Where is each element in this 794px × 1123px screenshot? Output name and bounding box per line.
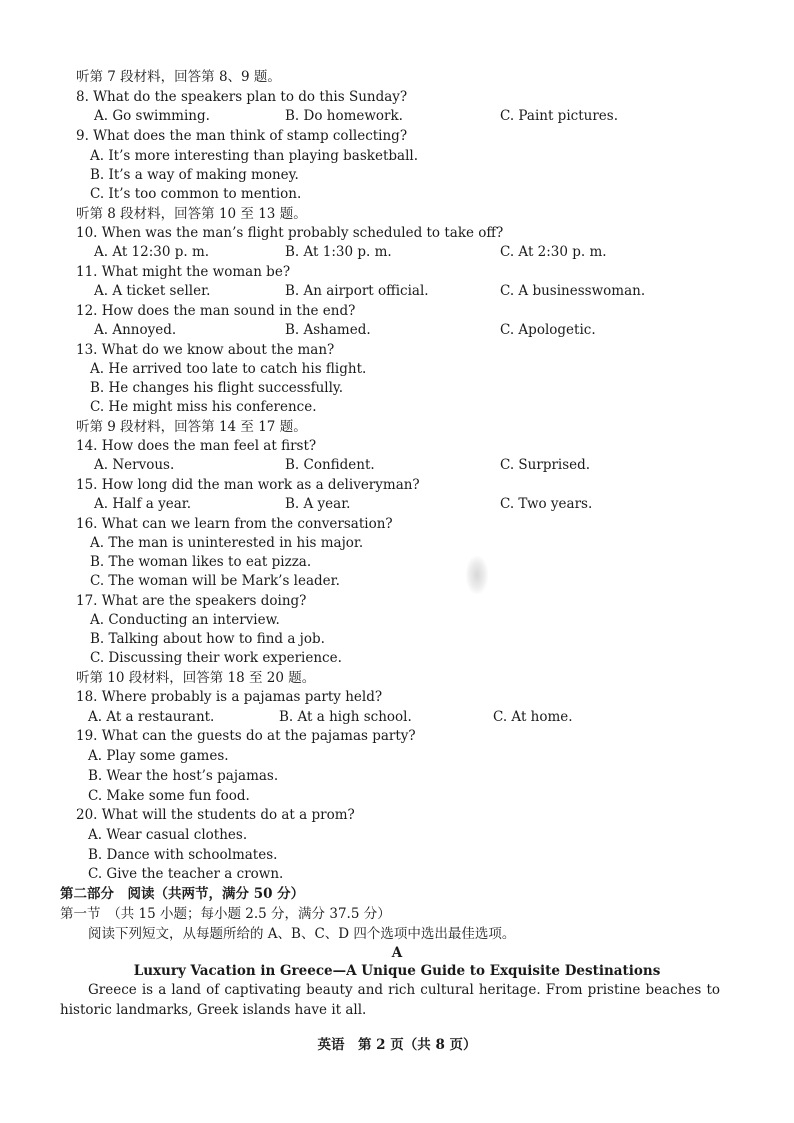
q9-option-c: C. It’s too common to mention. bbox=[90, 186, 302, 202]
q12-option-c: C. Apologetic. bbox=[500, 322, 596, 338]
passage-title: Luxury Vacation in Greece—A Unique Guide to Exquisite Destinations bbox=[133, 963, 661, 979]
page-footer: 英语 第 2 页（共 8 页） bbox=[317, 1037, 477, 1053]
passage-paragraph: Greece is a land of captivating beauty and rich cultural heritage. From pristine beaches to historic landmarks, Greek islands have it all. bbox=[60, 982, 720, 1018]
section-7-instruction: 听第 7 段材料，回答第 8、9 题。 bbox=[76, 69, 281, 85]
question-16: 16. What can we learn from the conversation? bbox=[76, 516, 393, 532]
q8-option-a: A. Go swimming. bbox=[94, 108, 210, 124]
q11-option-a: A. A ticket seller. bbox=[94, 283, 211, 299]
reading-instruction: 阅读下列短文，从每题所给的 A、B、C、D 四个选项中选出最佳选项。 bbox=[88, 926, 516, 942]
q9-option-b: B. It’s a way of making money. bbox=[90, 167, 299, 183]
q20-option-b: B. Dance with schoolmates. bbox=[88, 847, 278, 863]
q20-option-c: C. Give the teacher a crown. bbox=[88, 866, 284, 882]
q18-option-a: A. At a restaurant. bbox=[88, 709, 215, 725]
q14-option-a: A. Nervous. bbox=[94, 457, 175, 473]
q20-option-a: A. Wear casual clothes. bbox=[88, 827, 248, 843]
q17-option-c: C. Discussing their work experience. bbox=[90, 650, 342, 666]
q14-option-b: B. Confident. bbox=[285, 457, 375, 473]
q16-option-b: B. The woman likes to eat pizza. bbox=[90, 554, 312, 570]
q8-option-b: B. Do homework. bbox=[285, 108, 403, 124]
q10-option-c: C. At 2:30 p. m. bbox=[500, 244, 607, 260]
q19-option-c: C. Make some fun food. bbox=[88, 788, 250, 804]
q17-option-b: B. Talking about how to find a job. bbox=[90, 631, 325, 647]
q15-option-b: B. A year. bbox=[285, 496, 351, 512]
q11-option-c: C. A businesswoman. bbox=[500, 283, 646, 299]
q10-option-b: B. At 1:30 p. m. bbox=[285, 244, 392, 260]
question-14: 14. How does the man feel at first? bbox=[76, 438, 317, 454]
q18-option-c: C. At home. bbox=[493, 709, 573, 725]
question-15: 15. How long did the man work as a deliveryman? bbox=[76, 477, 420, 493]
question-20: 20. What will the students do at a prom? bbox=[76, 807, 355, 823]
section-one-heading: 第一节 （共 15 小题；每小题 2.5 分，满分 37.5 分） bbox=[60, 906, 391, 922]
q13-option-a: A. He arrived too late to catch his flight. bbox=[90, 361, 367, 377]
question-19: 19. What can the guests do at the pajamas party? bbox=[76, 728, 416, 744]
q16-option-a: A. The man is uninterested in his major. bbox=[90, 535, 364, 551]
question-18: 18. Where probably is a pajamas party held? bbox=[76, 689, 383, 705]
section-8-instruction: 听第 8 段材料，回答第 10 至 13 题。 bbox=[76, 206, 307, 222]
q15-option-a: A. Half a year. bbox=[94, 496, 192, 512]
question-10: 10. When was the man’s flight probably scheduled to take off? bbox=[76, 225, 504, 241]
q13-option-c: C. He might miss his conference. bbox=[90, 399, 317, 415]
q19-option-a: A. Play some games. bbox=[88, 748, 229, 764]
q19-option-b: B. Wear the host’s pajamas. bbox=[88, 768, 279, 784]
q11-option-b: B. An airport official. bbox=[285, 283, 429, 299]
question-11: 11. What might the woman be? bbox=[76, 264, 291, 280]
q17-option-a: A. Conducting an interview. bbox=[90, 612, 280, 628]
question-8: 8. What do the speakers plan to do this Sunday? bbox=[76, 89, 408, 105]
q15-option-c: C. Two years. bbox=[500, 496, 593, 512]
q13-option-b: B. He changes his flight successfully. bbox=[90, 380, 344, 396]
question-17: 17. What are the speakers doing? bbox=[76, 593, 307, 609]
q12-option-a: A. Annoyed. bbox=[94, 322, 177, 338]
q9-option-a: A. It’s more interesting than playing basketball. bbox=[90, 148, 418, 164]
part-two-heading: 第二部分 阅读（共两节，满分 50 分） bbox=[60, 886, 305, 902]
question-9: 9. What does the man think of stamp collecting? bbox=[76, 128, 408, 144]
q14-option-c: C. Surprised. bbox=[500, 457, 591, 473]
question-12: 12. How does the man sound in the end? bbox=[76, 303, 356, 319]
passage-letter: A bbox=[391, 945, 403, 961]
section-10-instruction: 听第 10 段材料，回答第 18 至 20 题。 bbox=[76, 670, 316, 686]
section-9-instruction: 听第 9 段材料，回答第 14 至 17 题。 bbox=[76, 419, 307, 435]
q16-option-c: C. The woman will be Mark’s leader. bbox=[90, 573, 340, 589]
question-13: 13. What do we know about the man? bbox=[76, 342, 335, 358]
q10-option-a: A. At 12:30 p. m. bbox=[94, 244, 210, 260]
q8-option-c: C. Paint pictures. bbox=[500, 108, 618, 124]
q12-option-b: B. Ashamed. bbox=[285, 322, 371, 338]
q18-option-b: B. At a high school. bbox=[279, 709, 412, 725]
scan-smudge bbox=[466, 556, 488, 594]
